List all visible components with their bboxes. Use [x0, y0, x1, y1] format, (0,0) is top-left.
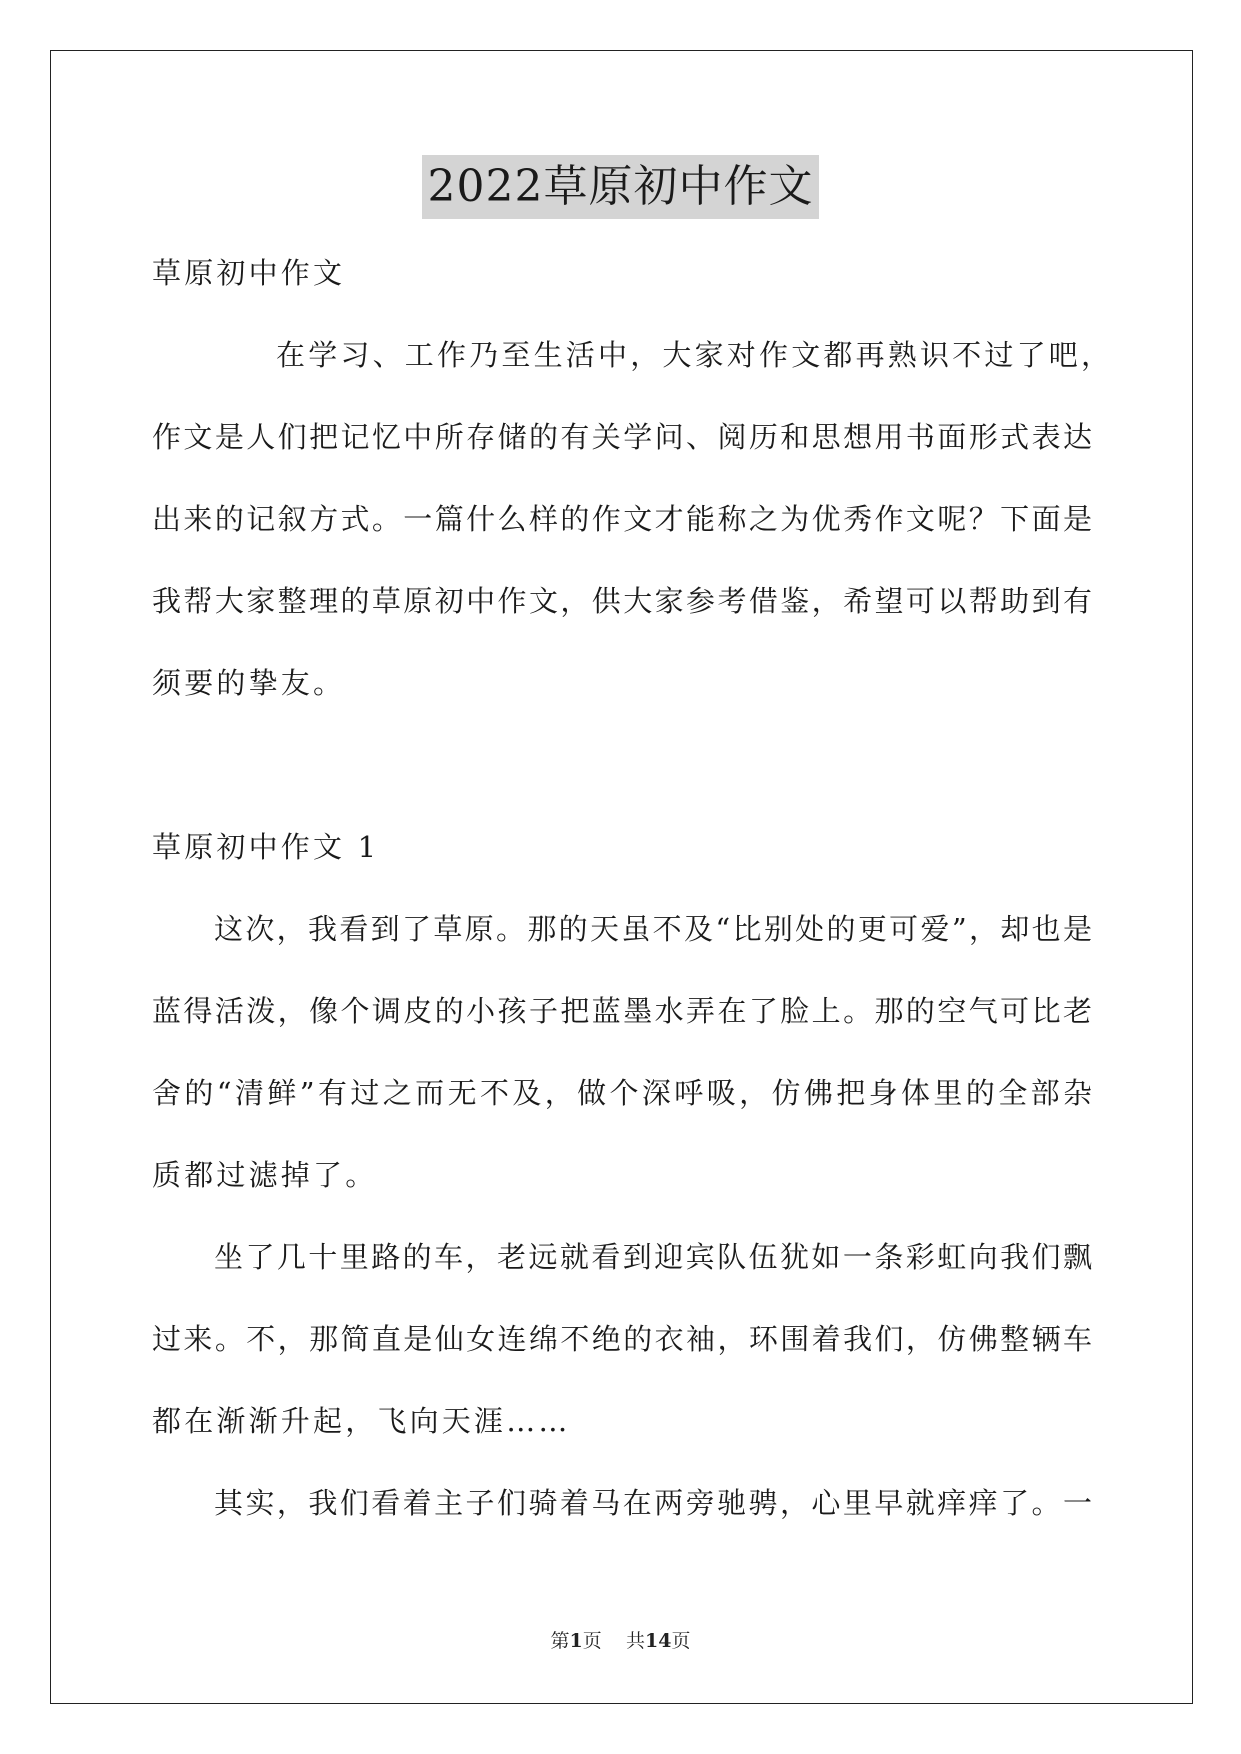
paragraph-line: 舍的“清鲜”有过之而无不及，做个深呼吸，仿佛把身体里的全部杂: [152, 1076, 1092, 1110]
document-body: [152, 232, 1114, 1544]
paragraph-line: 过来。不，那简直是仙女连绵不绝的衣袖，环围着我们，仿佛整辆车: [152, 1322, 1092, 1356]
page-prefix: 第: [550, 1630, 570, 1652]
intro-line: 出来的记叙方式。一篇什么样的作文才能称之为优秀作文呢？下面是: [152, 502, 1092, 536]
document-title: 2022草原初中作文: [422, 155, 820, 219]
intro-line: 在学习、工作乃至生活中，大家对作文都再熟识不过了吧，: [276, 338, 1114, 372]
total-prefix: 共: [625, 1630, 645, 1652]
intro-line: 须要的挚友。: [152, 666, 346, 700]
paragraph-line: 都在渐渐升起，飞向天涯……: [152, 1404, 571, 1438]
page-suffix: 页: [582, 1630, 602, 1652]
paragraph-line: 这次，我看到了草原。那的天虽不及“比别处的更可爱”，却也是: [214, 912, 1092, 946]
spacer: [152, 724, 1092, 806]
total-suffix: 页: [671, 1630, 691, 1652]
intro-line: 我帮大家整理的草原初中作文，供大家参考借鉴，希望可以帮助到有: [152, 584, 1092, 618]
total-pages: 14: [644, 1630, 672, 1652]
page-number: 1: [569, 1630, 583, 1652]
essay-heading: 草原初中作文 1: [152, 830, 380, 864]
intro-line: 作文是人们把记忆中所存储的有关学问、阅历和思想用书面形式表达: [152, 420, 1092, 454]
title-container: [0, 155, 1241, 219]
paragraph-line: 其实，我们看着主子们骑着马在两旁驰骋，心里早就痒痒了。一: [214, 1486, 1092, 1520]
section-heading: 草原初中作文: [152, 256, 346, 290]
paragraph-line: 质都过滤掉了。: [152, 1158, 378, 1192]
paragraph-line: 蓝得活泼，像个调皮的小孩子把蓝墨水弄在了脸上。那的空气可比老: [152, 994, 1092, 1028]
page-footer: [0, 1626, 1241, 1653]
paragraph-line: 坐了几十里路的车，老远就看到迎宾队伍犹如一条彩虹向我们飘: [214, 1240, 1092, 1274]
